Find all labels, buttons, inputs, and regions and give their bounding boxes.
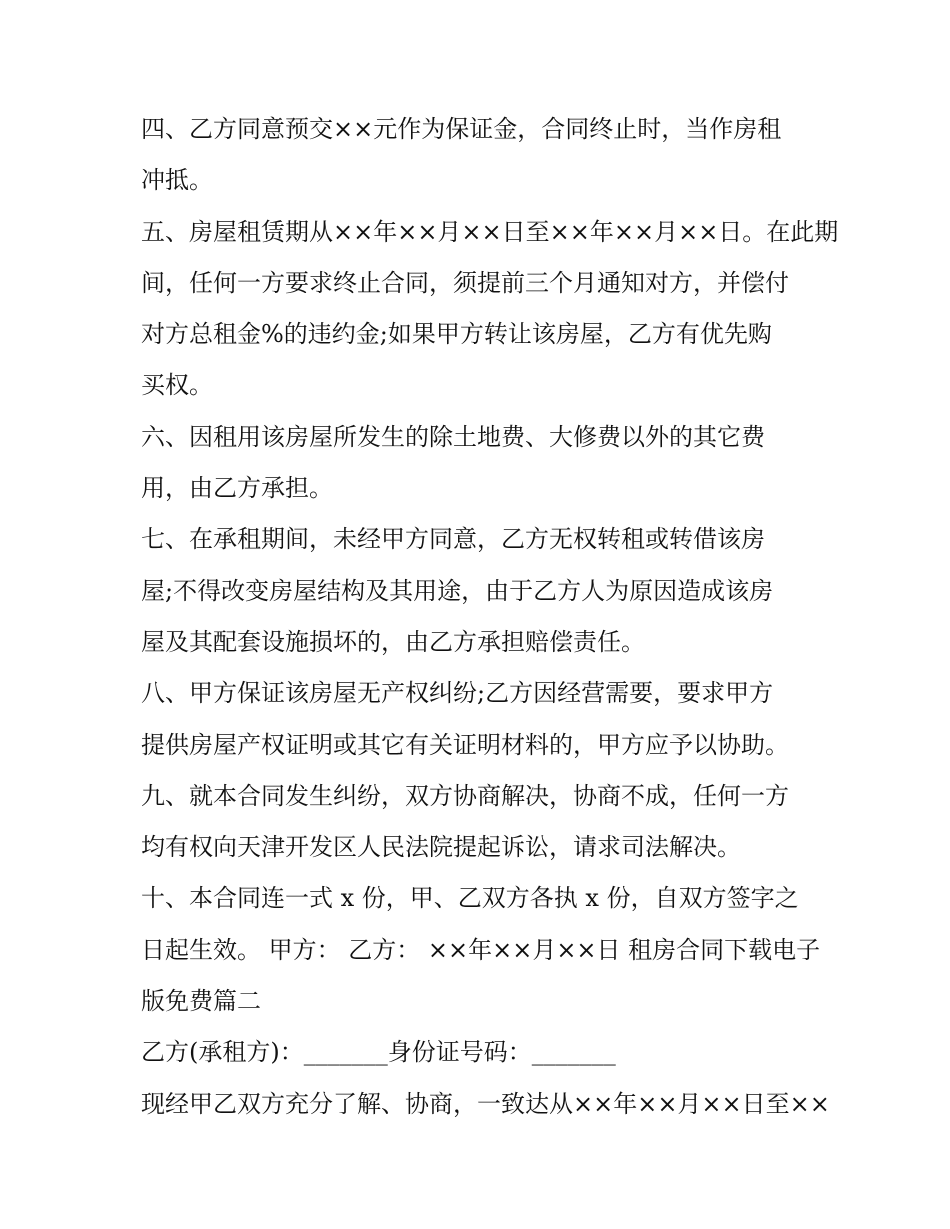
text-line: 冲抵。	[141, 166, 213, 195]
text-line: 六、因租用该房屋所发生的除土地费、大修费以外的其它费	[141, 422, 765, 451]
text-line: 现经甲乙双方充分了解、协商，一致达从××年××月××日至××	[141, 1089, 830, 1118]
text-line: 买权。	[141, 371, 213, 400]
text-line: 均有权向天津开发区人民法院提起诉讼，请求司法解决。	[141, 833, 741, 862]
text-line: 八、甲方保证该房屋无产权纠纷;乙方因经营需要，要求甲方	[141, 679, 774, 708]
text-line: 对方总租金%的违约金;如果甲方转让该房屋，乙方有优先购	[141, 320, 772, 349]
text-line: 乙方(承租方)：_______身份证号码：_______	[141, 1038, 616, 1067]
text-line: 屋及其配套设施损坏的，由乙方承担赔偿责任。	[141, 627, 645, 656]
text-line: 间，任何一方要求终止合同，须提前三个月通知对方，并偿付	[141, 268, 789, 297]
contract-text	[141, 104, 839, 1130]
text-line: 屋;不得改变房屋结构及其用途，由于乙方人为原因造成该房	[141, 576, 774, 605]
text-line: 提供房屋产权证明或其它有关证明材料的，甲方应予以协助。	[141, 730, 789, 759]
text-line: 九、就本合同发生纠纷，双方协商解决，协商不成，任何一方	[141, 781, 789, 810]
text-line: 七、在承租期间，未经甲方同意，乙方无权转租或转借该房	[141, 525, 765, 554]
text-line: 四、乙方同意预交××元作为保证金，合同终止时，当作房租	[141, 115, 782, 143]
text-line: 版免费篇二	[141, 987, 261, 1016]
text-line: 日起生效。 甲方： 乙方： ××年××月××日 租房合同下载电子	[141, 935, 821, 964]
text-line: 五、房屋租赁期从××年××月××日至××年××月××日。在此期	[141, 217, 839, 246]
text-line: 用，由乙方承担。	[141, 474, 333, 503]
text-line: 十、本合同连一式 x 份，甲、乙双方各执 x 份，自双方签字之	[141, 884, 799, 913]
